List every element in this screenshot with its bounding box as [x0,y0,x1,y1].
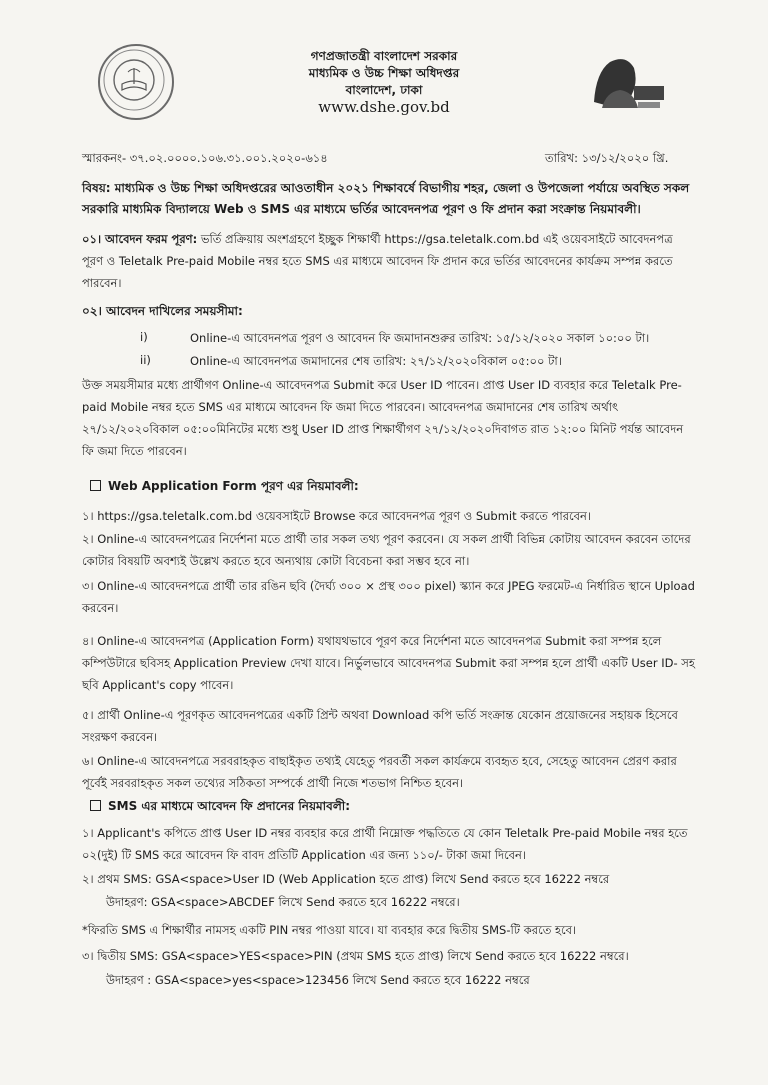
section-2-label: ০২। আবেদন দাখিলের সময়সীমা: [82,304,243,318]
deadline-i-text: Online-এ আবেদনপত্র পূরণ ও আবেদন ফি জমাদানশুরুর তারিখ: ১৫/১২/২০২০ সকাল ১০:০০ টা। [190,331,650,345]
sms-note: *ফিরতি SMS এ শিক্ষার্থীর নামসহ একটি PIN নম্বর পাওয়া যাবে। যা ব্যবহার করে দ্বিতীয় SMS-টি করতে হবে। [82,923,577,937]
section-1-text: ভর্তি প্রক্রিয়ায় অংশগ্রহণে ইচ্ছুক শিক্ষার্থী https://gsa.teletalk.com.bd এই ওয়েবসাইটে আবেদনপত্র পূরণ ও Teletalk Pre-paid Mobile নম্বর হতে SMS এর মাধ্যমে আবেদন ফি প্রদান করে ভর্তির আবেদনের কার্যক্রম সম্পন্ন করতে পারবেন। [82,232,673,290]
sms-item-1: ১। Applicant's কপিতে প্রাপ্ত User ID নম্বর ব্যবহার করে প্রার্থী নিম্নোক্ত পদ্ধতিতে যে কোন Teletalk Pre-paid Mobile নম্বর হতে ০২(দুই) টি SMS করে আবেদন ফি বাবদ প্রতিটি Application এর জন্য ১১০/- টাকা জমা দিবেন। [82,826,688,862]
mujib-year-logo [576,42,672,114]
govt-name: গণপ্রজাতন্ত্রী বাংলাদেশ সরকার [310,49,458,63]
checkbox-icon [90,800,101,811]
sms-section-heading: SMS এর মাধ্যমে আবেদন ফি প্রদানের নিয়মাবলী: [90,798,350,818]
checkbox-icon [90,480,101,491]
book-emblem-icon [98,44,170,116]
dshe-emblem-logo [98,44,174,120]
portrait-icon [576,42,672,114]
web-item-6: ৬। Online-এ আবেদনপত্রে সরবরাহকৃত বাছাইকৃত তথ্যই যেহেতু পরবর্তী সকল কার্যক্রমে ব্যবহৃত হবে, সেহেতু আবেদন প্রেরণ করার পূর্বেই সরবরাহকৃত সকল তথ্যের সঠিকতা সম্পর্কে প্রার্থী নিজে শতভাগ নিশ্চিত হবেন। [82,754,677,790]
web-item-2: ২। Online-এ আবেদনপত্রের নির্দেশনা মতে প্রার্থী তার সকল তথ্য পূরণ করবেন। যে সকল প্রার্থী বিভিন্ন কোটায় আবেদন করবেন তাদের কোটার বিষয়টি অবশ্যই উল্লেখ করতে হবে অন্যথায় কোটা বিবেচনা করা সম্ভব হবে না। [82,532,691,568]
memo-number: স্মারকনং- ৩৭.০২.০০০০.১০৬.৩১.০০১.২০২০-৬১৪ [82,151,328,165]
sms-item-2: ২। প্রথম SMS: GSA<space>User ID (Web Application হতে প্রাপ্ত) লিখে Send করতে হবে 16222 নম্বরে [82,872,610,886]
deadline-ii-number: ii) [140,353,151,367]
directorate-name: মাধ্যমিক ও উচ্চ শিক্ষা অধিদপ্তর [308,66,460,80]
web-item-1: ১। https://gsa.teletalk.com.bd ওয়েবসাইটে Browse করে আবেদনপত্র পূরণ ও Submit করতে পারবেন। [82,509,592,523]
deadline-paragraph: উক্ত সময়সীমার মধ্যে প্রার্থীগণ Online-এ আবেদনপত্র Submit করে User ID পাবেন। প্রাপ্ত User ID ব্যবহার করে Teletalk Pre-paid Mobile নম্বর হতে SMS এর মাধ্যমে আবেদন ফি জমা দিতে পারবেন। আবেদনপত্র জমাদানের শেষ তারিখ অর্থাৎ ২৭/১২/২০২০বিকাল ০৫:০০মিনিটের মধ্যে শুধু User ID প্রাপ্ত শিক্ষার্থীগণ ২৭/১২/২০২০দিবাগত রাত ১২:০০ মিনিট পর্যন্ত আবেদন ফি জমা দিতে পারবেন। [82,378,684,458]
web-item-3: ৩। Online-এ আবেদনপত্রে প্রার্থী তার রঙিন ছবি (দৈর্ঘ্য ৩০০ × প্রস্থ ৩০০ pixel) স্ক্যান করে JPEG ফরমেট-এ নির্ধারিত স্থানে Upload করবেন। [82,579,695,615]
sms-item-3: ৩। দ্বিতীয় SMS: GSA<space>YES<space>PIN (প্রথম SMS হতে প্রাপ্ত) লিখে Send করতে হবে 16222 নম্বরে। [82,949,629,963]
section-1-label: ০১। আবেদন ফরম পূরণ: [82,232,198,246]
website-link[interactable]: www.dshe.gov.bd [318,98,450,116]
web-item-4: ৪। Online-এ আবেদনপত্র (Application Form) যথাযথভাবে পূরণ করে নির্দেশনা মতে আবেদনপত্র Submit করা সম্পন্ন হলে কম্পিউটারে ছবিসহ Application Preview দেখা যাবে। নির্ভুলভাবে আবেদনপত্র Submit করা সম্পন্ন হলে প্রার্থী একটি User ID- সহ ছবি Applicant's copy পাবেন। [82,634,695,692]
sms-item-3-example: উদাহরণ : GSA<space>yes<space>123456 লিখে Send করতে হবে 16222 নম্বরে [106,973,530,987]
web-item-5: ৫। প্রার্থী Online-এ পূরণকৃত আবেদনপত্রের একটি প্রিন্ট অথবা Download কপি ভর্তি সংক্রান্ত যেকোন প্রয়োজনের সহায়ক হিসেবে সংরক্ষণ করবেন। [82,708,678,744]
letterhead [240,48,528,116]
deadline-i-number: i) [140,330,148,344]
deadline-ii-text: Online-এ আবেদনপত্র জমাদানের শেষ তারিখ: ২৭/১২/২০২০বিকাল ০৫:০০ টা। [190,354,562,368]
web-section-heading: Web Application Form পূরণ এর নিয়মাবলী: [90,478,359,498]
date: তারিখ: ১৩/১২/২০২০ খ্রি. [545,151,669,165]
location: বাংলাদেশ, ঢাকা [345,83,423,97]
sms-item-2-example: উদাহরণ: GSA<space>ABCDEF লিখে Send করতে হবে 16222 নম্বরে। [106,895,460,909]
subject: বিষয়: মাধ্যমিক ও উচ্চ শিক্ষা অধিদপ্তরের আওতাধীন ২০২১ শিক্ষাবর্ষে বিভাগীয় শহর, জেলা ও উপজেলা পর্যায়ে অবস্থিত সকল সরকারি মাধ্যমিক বিদ্যালয়ে Web ও SMS এর মাধ্যমে ভর্তির আবেদনপত্র পূরণ ও ফি প্রদান করা সংক্রান্ত নিয়মাবলী। [82,181,690,216]
section-application-form [82,228,696,294]
